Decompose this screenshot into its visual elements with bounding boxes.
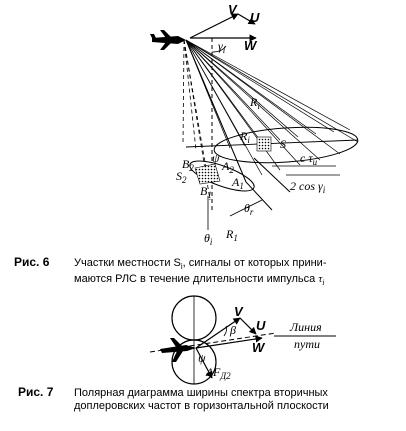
fig6-caption-line2: маются РЛС в течение длительности импульса $\tau_i$ — [74, 273, 325, 288]
area-s — [257, 137, 271, 151]
label-w: W — [244, 38, 257, 53]
label-ctau: c $\tau_u$ — [300, 151, 318, 167]
label-s2: $S_2$ — [176, 169, 187, 185]
label-u: U — [250, 10, 260, 25]
u-vector-7 — [240, 318, 256, 334]
label-delta-f: $\Delta F_{Д2}$ — [206, 365, 231, 381]
fig7-caption-number: Рис. 7 — [18, 385, 54, 399]
label-line-1: Линия — [290, 320, 322, 334]
label-theta-r: $\theta_r$ — [244, 201, 254, 217]
label-w-7: W — [252, 340, 265, 355]
label-theta-i: $\theta_i$ — [204, 231, 213, 247]
label-r: $R_i$ — [250, 95, 260, 111]
label-a2: $A_2$ — [222, 159, 234, 175]
fig6-diagram — [150, 2, 359, 247]
area-s2 — [195, 164, 220, 184]
label-b2: $B_2$ — [182, 157, 194, 173]
label-v: V — [228, 2, 237, 17]
label-a1: $A_1$ — [232, 175, 244, 191]
fig6-caption-line1: Участки местности $S_i$, сигналы от которых прини- — [74, 257, 327, 272]
label-r1: $R_1$ — [226, 227, 238, 243]
fig7-caption-line2: доплеровских частот в горизонтальной плоскости — [74, 400, 329, 412]
label-u-7: U — [256, 318, 266, 333]
fig7-diagram — [150, 296, 336, 384]
fig7-caption-line1: Полярная диаграмма ширины спектра вторичных — [74, 387, 328, 399]
fig7-caption — [18, 386, 402, 413]
label-line-2: пути — [294, 337, 320, 351]
label-b1: $B_1$ — [200, 184, 212, 200]
label-psi: ψ — [212, 151, 220, 165]
fig6-caption — [14, 256, 398, 289]
label-s: S — [280, 137, 286, 151]
fig6-caption-number: Рис. 6 — [14, 255, 50, 269]
label-cos: 2 $\cos \gamma_i$ — [290, 179, 326, 195]
label-beta: β — [230, 323, 236, 337]
label-psi-7: ψ — [198, 351, 206, 365]
label-ri: $R_i$ — [240, 129, 250, 145]
label-v-7: V — [234, 304, 243, 319]
aircraft-icon-7 — [160, 338, 196, 362]
v-vector — [190, 14, 238, 38]
aircraft-icon — [150, 30, 186, 50]
label-gamma: $\gamma_i$ — [218, 39, 226, 55]
